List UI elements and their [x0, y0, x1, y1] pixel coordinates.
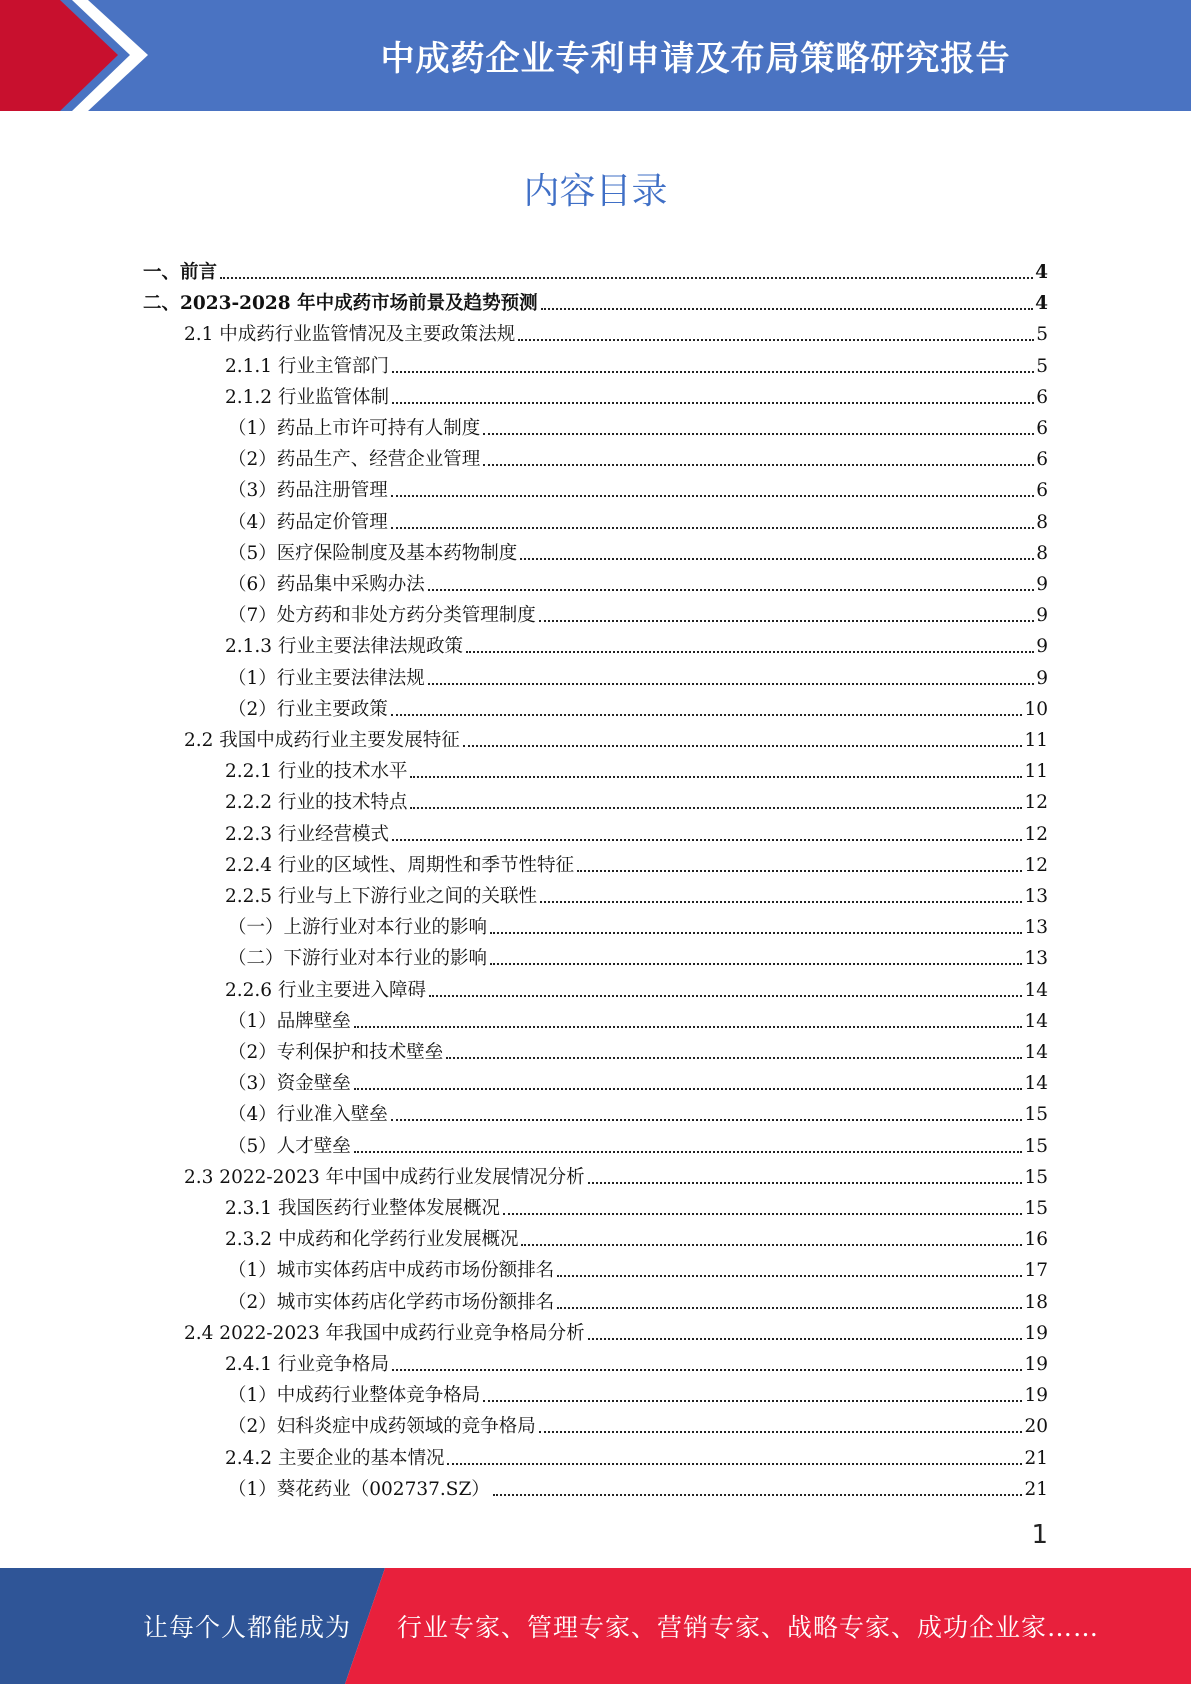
toc-entry-label: （1）城市实体药店中成药市场份额排名 [228, 1260, 555, 1282]
toc-entry-label: （1）品牌壁垒 [228, 1010, 351, 1032]
toc-entry-page: 6 [1036, 449, 1048, 471]
toc-dot-leader [557, 1307, 1022, 1309]
toc-entry[interactable] [143, 284, 1048, 315]
toc-entry[interactable] [228, 1095, 1048, 1126]
toc-dot-leader [410, 807, 1022, 809]
toc-entry-page: 15 [1024, 1198, 1048, 1219]
toc-dot-leader [429, 995, 1022, 997]
toc-entry[interactable] [228, 690, 1048, 721]
toc-entry-page: 12 [1024, 823, 1048, 845]
toc-entry[interactable] [184, 721, 1048, 752]
toc-entry-label: （7）处方药和非处方药分类管理制度 [228, 605, 536, 627]
toc-entry-page: 8 [1036, 511, 1048, 533]
toc-entry-page: 4 [1035, 293, 1048, 315]
toc-entry-page: 10 [1024, 698, 1048, 720]
toc-entry[interactable] [228, 939, 1048, 970]
toc-dot-leader [483, 464, 1034, 466]
toc-entry-page: 8 [1036, 542, 1048, 564]
toc-entry[interactable] [228, 565, 1048, 596]
toc-entry-page: 12 [1024, 792, 1048, 814]
toc-dot-leader [483, 1400, 1022, 1402]
toc-entry-page: 12 [1024, 854, 1048, 876]
toc-entry[interactable] [228, 596, 1048, 627]
toc-entry-page: 15 [1024, 1135, 1048, 1157]
toc-entry[interactable] [228, 471, 1048, 502]
toc-entry-page: 9 [1036, 605, 1048, 627]
toc-dot-leader [446, 1057, 1022, 1059]
toc-entry[interactable] [225, 783, 1048, 814]
toc-entry-label: 2.2 我国中成药行业主要发展特征 [184, 730, 460, 751]
toc-entry-label: 二、2023-2028 年中成药市场前景及趋势预测 [143, 293, 538, 315]
footer-slogan-left: 让每个人都能成为 [143, 1613, 352, 1642]
toc-entry-label: （2）城市实体药店化学药市场份额排名 [228, 1291, 555, 1313]
toc-entry-label: （4）药品定价管理 [228, 511, 388, 533]
toc-dot-leader [521, 1244, 1022, 1246]
toc-dot-leader [392, 402, 1034, 404]
toc-dot-leader [588, 1182, 1023, 1184]
toc-entry-label: （3）药品注册管理 [228, 480, 388, 502]
toc-entry[interactable] [225, 627, 1048, 658]
toc-entry-page: 9 [1036, 574, 1048, 595]
toc-entry-page: 21 [1024, 1447, 1048, 1469]
toc-dot-leader [541, 308, 1034, 310]
toc-entry-label: （3）资金壁垒 [228, 1073, 351, 1095]
toc-entry-label: （2）妇科炎症中成药领域的竞争格局 [228, 1416, 536, 1438]
toc-entry-label: （1）药品上市许可持有人制度 [228, 418, 481, 439]
toc-entry[interactable] [228, 1283, 1048, 1314]
toc-entry[interactable] [228, 1470, 1048, 1501]
toc-entry[interactable] [225, 971, 1048, 1002]
toc-entry-label: 2.2.4 行业的区域性、周期性和季节性特征 [225, 854, 574, 876]
toc-dot-leader [392, 839, 1022, 841]
toc-entry-page: 19 [1024, 1322, 1048, 1344]
toc-entry-label: 2.2.1 行业的技术水平 [225, 761, 408, 783]
toc-entry-label: （1）行业主要法律法规 [228, 667, 425, 689]
toc-dot-leader [428, 589, 1034, 591]
toc-entry-label: （二）下游行业对本行业的影响 [228, 948, 488, 970]
toc-entry[interactable] [225, 752, 1048, 783]
toc-entry[interactable] [228, 1251, 1048, 1282]
toc-entry[interactable] [184, 315, 1048, 346]
toc-entry-label: （4）行业准入壁垒 [228, 1104, 388, 1126]
toc-dot-leader [391, 495, 1034, 497]
toc-entry-label: （2）行业主要政策 [228, 698, 388, 720]
toc-dot-leader [539, 620, 1034, 622]
toc-entry[interactable] [184, 1314, 1048, 1345]
toc-entry[interactable] [228, 1064, 1048, 1095]
toc-entry[interactable] [228, 409, 1048, 440]
toc-entry-label: 2.4 2022-2023 年我国中成药行业竞争格局分析 [184, 1322, 585, 1344]
toc-dot-leader [493, 1494, 1023, 1496]
toc-entry[interactable] [225, 1220, 1048, 1251]
report-header [0, 0, 1191, 111]
toc-entry-label: （5）医疗保险制度及基本药物制度 [228, 542, 518, 564]
toc-dot-leader [392, 371, 1034, 373]
toc-entry-label: （2）药品生产、经营企业管理 [228, 449, 481, 471]
toc-entry-label: 2.2.6 行业主要进入障碍 [225, 979, 426, 1001]
toc-entry-page: 11 [1024, 730, 1048, 751]
toc-entry[interactable] [225, 1439, 1048, 1470]
toc-entry-page: 18 [1024, 1291, 1048, 1313]
toc-dot-leader [483, 433, 1034, 435]
toc-entry-page: 6 [1036, 386, 1048, 408]
toc-dot-leader [392, 1369, 1022, 1371]
toc-dot-leader [577, 870, 1022, 872]
toc-entry-page: 11 [1024, 761, 1048, 783]
toc-dot-leader [391, 1119, 1023, 1121]
toc-entry-label: 2.3.1 我国医药行业整体发展概况 [225, 1198, 500, 1219]
toc-dot-leader [490, 963, 1022, 965]
toc-entry-label: （1）中成药行业整体竞争格局 [228, 1385, 481, 1407]
toc-dot-leader [354, 1151, 1023, 1153]
toc-dot-leader [466, 651, 1034, 653]
toc-entry-page: 14 [1024, 979, 1048, 1001]
toc-entry-label: 2.3 2022-2023 年中国中成药行业发展情况分析 [184, 1166, 585, 1188]
toc-dot-leader [503, 1213, 1022, 1215]
toc-dot-leader [354, 1026, 1023, 1028]
toc-entry-label: （6）药品集中采购办法 [228, 574, 425, 595]
toc-entry-page: 5 [1036, 355, 1048, 377]
toc-entry-label: 2.1.2 行业监管体制 [225, 386, 389, 408]
footer-slogan-right: 行业专家、管理专家、营销专家、战略专家、成功企业家…… [397, 1613, 1100, 1642]
toc-dot-leader [557, 1275, 1022, 1277]
toc-entry-page: 20 [1024, 1416, 1048, 1438]
toc-entry[interactable] [228, 1033, 1048, 1064]
toc-entry[interactable] [228, 659, 1048, 690]
toc-entry-page: 13 [1024, 886, 1048, 907]
toc-entry[interactable] [225, 378, 1048, 409]
toc-entry[interactable] [228, 534, 1048, 565]
toc-entry[interactable] [225, 846, 1048, 877]
toc-dot-leader [410, 776, 1022, 778]
toc-entry-page: 15 [1024, 1104, 1048, 1126]
toc-entry-page: 15 [1024, 1166, 1048, 1188]
toc-entry-label: 2.2.5 行业与上下游行业之间的关联性 [225, 886, 537, 907]
toc-entry[interactable] [184, 1158, 1048, 1189]
toc-dot-leader [391, 527, 1034, 529]
toc-entry-label: 2.2.2 行业的技术特点 [225, 792, 408, 814]
toc-entry-label: 2.1.3 行业主要法律法规政策 [225, 636, 463, 658]
toc-entry-page: 5 [1036, 324, 1048, 346]
toc-entry-label: 2.2.3 行业经营模式 [225, 823, 389, 845]
toc-entry-page: 6 [1036, 480, 1048, 502]
toc-entry-label: 2.4.1 行业竞争格局 [225, 1354, 389, 1375]
toc-entry-label: 2.1 中成药行业监管情况及主要政策法规 [184, 324, 516, 346]
toc-entry-label: （一）上游行业对本行业的影响 [228, 917, 488, 939]
toc-dot-leader [518, 339, 1034, 341]
toc-entry-page: 4 [1035, 262, 1048, 283]
toc-dot-leader [463, 745, 1023, 747]
toc-entry[interactable] [228, 1127, 1048, 1158]
toc-entry[interactable] [228, 1407, 1048, 1438]
toc-dot-leader [354, 1088, 1023, 1090]
toc-dot-leader [540, 901, 1022, 903]
toc-dot-leader [588, 1338, 1023, 1340]
toc-entry-page: 21 [1024, 1478, 1048, 1500]
toc-entry[interactable] [228, 503, 1048, 534]
page-number: 1 [1031, 1520, 1048, 1550]
toc-entry-label: 一、前言 [143, 262, 218, 283]
toc-entry-label: 2.3.2 中成药和化学药行业发展概况 [225, 1229, 519, 1251]
toc-dot-leader [490, 932, 1022, 934]
toc-dot-leader [220, 277, 1033, 279]
toc-entry-label: 2.4.2 主要企业的基本情况 [225, 1447, 445, 1469]
toc-entry-page: 19 [1024, 1385, 1048, 1407]
toc-entry[interactable] [225, 815, 1048, 846]
toc-entry-label: 2.1.1 行业主管部门 [225, 355, 389, 377]
toc-entry[interactable] [225, 347, 1048, 378]
toc-entry[interactable] [225, 1189, 1048, 1220]
toc-entry[interactable] [228, 1002, 1048, 1033]
toc-entry-page: 6 [1036, 418, 1048, 439]
toc-entry-page: 14 [1024, 1042, 1048, 1063]
toc-entry-page: 14 [1024, 1010, 1048, 1032]
toc-entry[interactable] [228, 1376, 1048, 1407]
toc-entry[interactable] [228, 908, 1048, 939]
toc-entry-page: 17 [1024, 1260, 1048, 1282]
toc-dot-leader [428, 683, 1034, 685]
toc-entry[interactable] [225, 877, 1048, 908]
toc-dot-leader [391, 714, 1023, 716]
toc-entry-label: （5）人才壁垒 [228, 1135, 351, 1157]
toc-entry-page: 13 [1024, 917, 1048, 939]
toc-entry-page: 14 [1024, 1073, 1048, 1095]
toc-entry-page: 13 [1024, 948, 1048, 970]
toc-entry-page: 19 [1024, 1354, 1048, 1375]
toc-entry[interactable] [143, 253, 1048, 284]
report-footer [0, 1568, 1191, 1684]
toc-entry-page: 16 [1024, 1229, 1048, 1251]
toc-heading: 内容目录 [523, 171, 668, 212]
toc-entry[interactable] [228, 440, 1048, 471]
toc-entry-label: （2）专利保护和技术壁垒 [228, 1042, 444, 1063]
toc-entry-page: 9 [1036, 667, 1048, 689]
toc-dot-leader [447, 1463, 1022, 1465]
toc-dot-leader [520, 558, 1034, 560]
toc-entry-page: 9 [1036, 636, 1048, 658]
toc-entry-label: （1）葵花药业（002737.SZ） [228, 1478, 490, 1500]
toc-dot-leader [539, 1431, 1023, 1433]
report-title: 中成药企业专利申请及布局策略研究报告 [380, 39, 1011, 79]
toc-entry[interactable] [225, 1345, 1048, 1376]
